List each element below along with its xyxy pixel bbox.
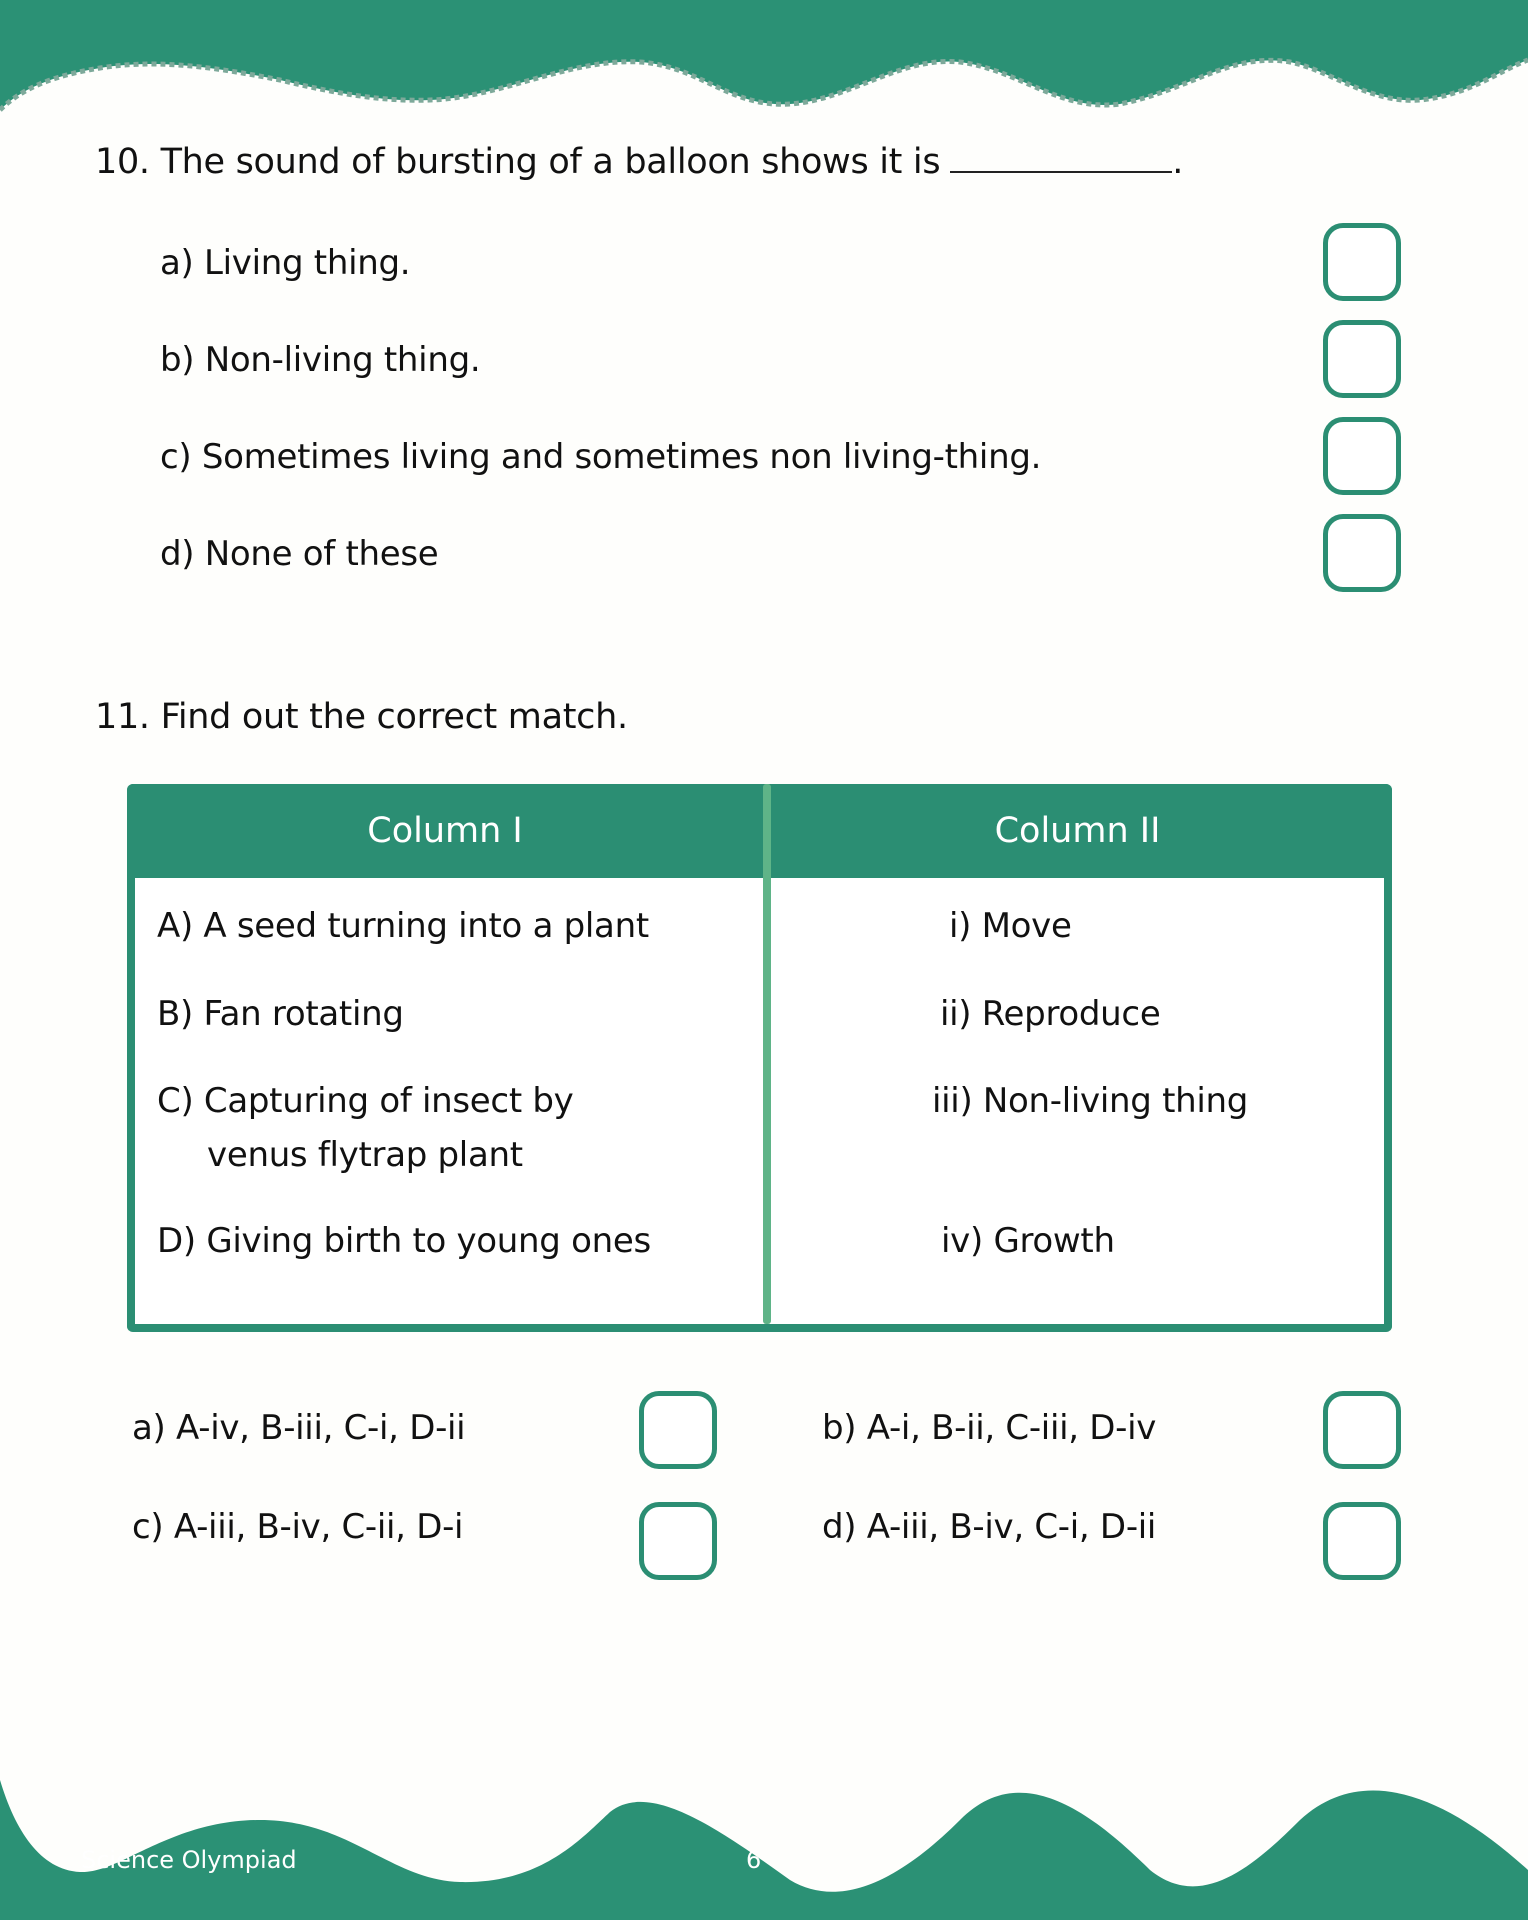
footer-title: Science Olympiad (81, 1846, 297, 1874)
q10-option-b: b) Non-living thing. (160, 340, 481, 380)
column-1-item-c: C) Capturing of insect by (157, 1081, 574, 1121)
column-2-item-iii: iii) Non-living thing (932, 1081, 1249, 1121)
column-2-item-iv: iv) Growth (941, 1221, 1115, 1261)
q11-answer-c: c) A-iii, B-iv, C-ii, D-i (132, 1507, 464, 1547)
column-1-item-a: A) A seed turning into a plant (157, 906, 649, 946)
question-10-period: . (1172, 142, 1184, 182)
q10-option-d: d) None of these (160, 534, 439, 574)
column-2-item-i: i) Move (949, 906, 1072, 946)
footer-wave-decoration (0, 1770, 1528, 1920)
q11-answer-a-checkbox[interactable] (639, 1391, 717, 1469)
question-10-prompt: 10. The sound of bursting of a balloon shows it is (95, 142, 941, 182)
match-table (127, 784, 1392, 1332)
column-1-item-b: B) Fan rotating (157, 994, 404, 1034)
question-10-text (95, 142, 1183, 182)
q11-answer-a: a) A-iv, B-iii, C-i, D-ii (132, 1408, 466, 1448)
q10-option-c-checkbox[interactable] (1323, 417, 1401, 495)
q10-option-c: c) Sometimes living and sometimes non living-thing. (160, 437, 1042, 477)
column-1-header: Column I (367, 811, 523, 851)
column-1-item-c-continued: venus flytrap plant (207, 1135, 523, 1175)
answer-blank (950, 171, 1172, 173)
column-2-item-ii: ii) Reproduce (940, 994, 1161, 1034)
q10-option-b-checkbox[interactable] (1323, 320, 1401, 398)
q11-answer-c-checkbox[interactable] (639, 1502, 717, 1580)
q10-option-d-checkbox[interactable] (1323, 514, 1401, 592)
column-divider (763, 784, 771, 1324)
header-wave-decoration (0, 0, 1528, 120)
q11-answer-b: b) A-i, B-ii, C-iii, D-iv (822, 1408, 1157, 1448)
q10-option-a-checkbox[interactable] (1323, 223, 1401, 301)
column-1-item-d: D) Giving birth to young ones (157, 1221, 651, 1261)
match-table-header (127, 784, 1392, 878)
question-11-text: 11. Find out the correct match. (95, 697, 628, 737)
q11-answer-b-checkbox[interactable] (1323, 1391, 1401, 1469)
q11-answer-d: d) A-iii, B-iv, C-i, D-ii (822, 1507, 1157, 1547)
page-number: 6 (746, 1846, 762, 1874)
column-2-header: Column II (994, 811, 1161, 851)
q11-answer-d-checkbox[interactable] (1323, 1502, 1401, 1580)
q10-option-a: a) Living thing. (160, 243, 411, 283)
